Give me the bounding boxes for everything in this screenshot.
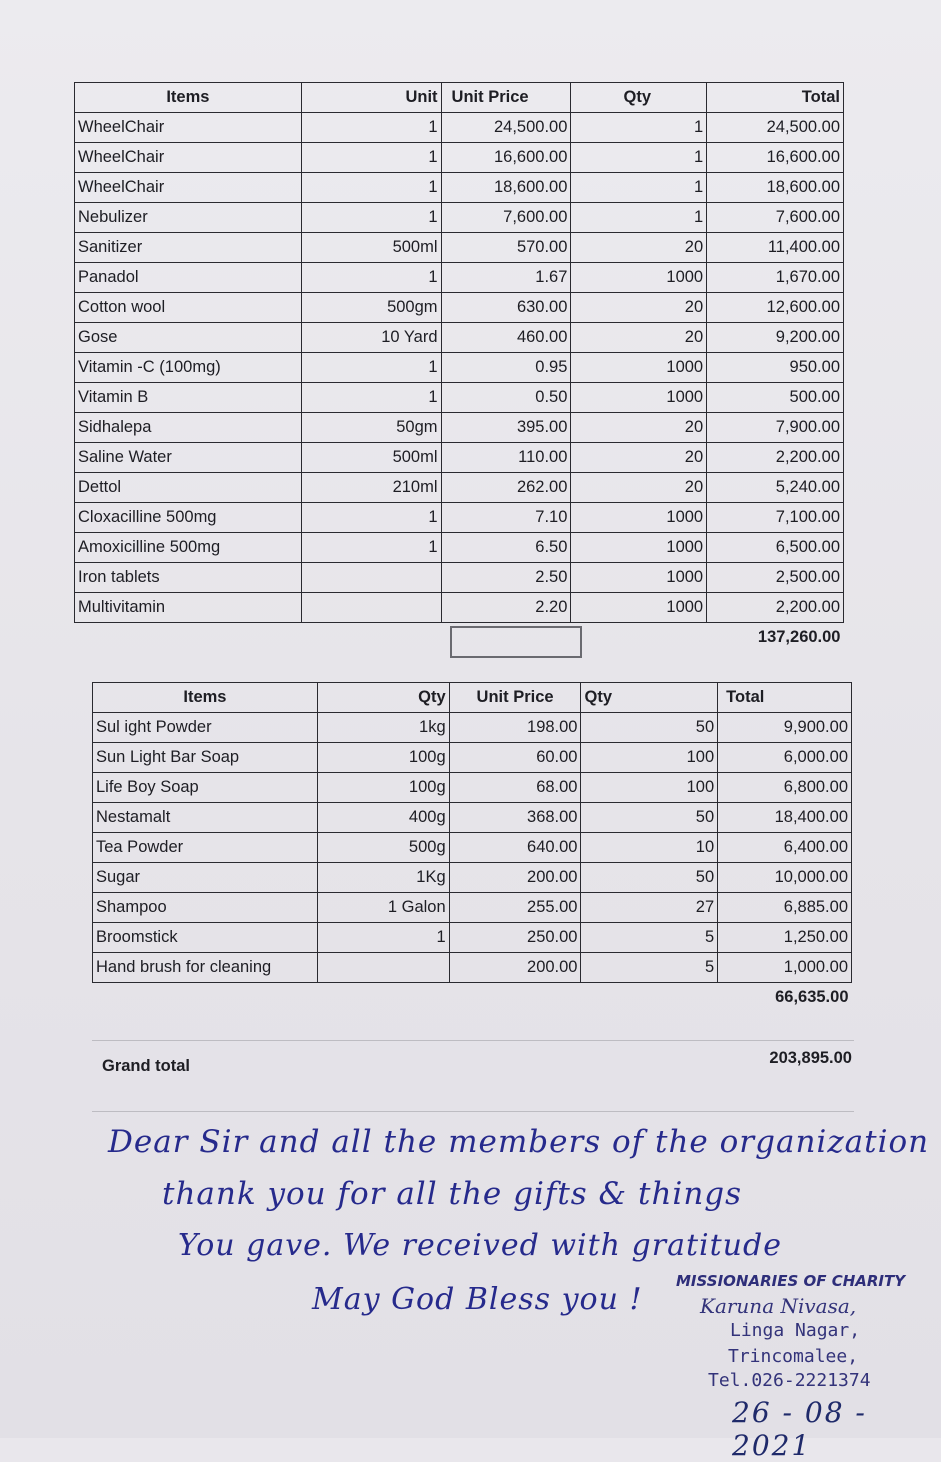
- table-row: [75, 593, 844, 623]
- unit-cell: 1Kg: [317, 863, 449, 893]
- qty-cell: 50: [581, 803, 718, 833]
- item-cell: Sanitizer: [75, 233, 302, 263]
- table-row: [75, 473, 844, 503]
- unit-price-cell: 395.00: [441, 413, 571, 443]
- header-unit-price: Unit Price: [441, 83, 571, 113]
- header-total: Total: [707, 83, 844, 113]
- note-line-2: thank you for all the gifts & things: [162, 1176, 743, 1212]
- unit-cell: 50gm: [301, 413, 441, 443]
- total-cell: 9,200.00: [707, 323, 844, 353]
- item-cell: Sugar: [93, 863, 318, 893]
- item-cell: Sidhalepa: [75, 413, 302, 443]
- total-cell: 6,885.00: [718, 893, 852, 923]
- unit-cell: 1: [301, 143, 441, 173]
- item-cell: Shampoo: [93, 893, 318, 923]
- empty-cell: [571, 623, 707, 653]
- total-cell: 9,900.00: [718, 713, 852, 743]
- item-cell: Sun Light Bar Soap: [93, 743, 318, 773]
- total-cell: 7,600.00: [707, 203, 844, 233]
- total-cell: 18,600.00: [707, 173, 844, 203]
- unit-price-cell: 262.00: [441, 473, 571, 503]
- item-cell: Gose: [75, 323, 302, 353]
- note-line-4: May God Bless you !: [312, 1282, 643, 1317]
- total-cell: 500.00: [707, 383, 844, 413]
- stamp-name: MISSIONARIES OF CHARITY: [676, 1272, 906, 1290]
- grand-total-value: 203,895.00: [769, 1049, 852, 1067]
- unit-price-cell: 368.00: [449, 803, 581, 833]
- unit-cell: 100g: [317, 743, 449, 773]
- table-row: [75, 503, 844, 533]
- unit-cell: 1 Galon: [317, 893, 449, 923]
- table-row: [93, 923, 852, 953]
- qty-cell: 100: [581, 773, 718, 803]
- unit-cell: 500ml: [301, 233, 441, 263]
- qty-cell: 1000: [571, 353, 707, 383]
- empty-cell: [581, 983, 718, 1013]
- item-cell: WheelChair: [75, 143, 302, 173]
- total-cell: 10,000.00: [718, 863, 852, 893]
- table-header-row: [75, 83, 844, 113]
- total-cell: 5,240.00: [707, 473, 844, 503]
- unit-price-cell: 0.95: [441, 353, 571, 383]
- subtotal-value: 66,635.00: [775, 988, 849, 1006]
- unit-cell: 1: [301, 353, 441, 383]
- unit-price-cell: 200.00: [449, 863, 581, 893]
- unit-price-cell: 630.00: [441, 293, 571, 323]
- item-cell: Cloxacilline 500mg: [75, 503, 302, 533]
- qty-cell: 1000: [571, 503, 707, 533]
- unit-cell: [317, 953, 449, 983]
- total-cell: 6,800.00: [718, 773, 852, 803]
- table-row: [75, 233, 844, 263]
- total-cell: 18,400.00: [718, 803, 852, 833]
- item-cell: Broomstick: [93, 923, 318, 953]
- grand-total-label: Grand total: [102, 1057, 191, 1075]
- unit-price-cell: 0.50: [441, 383, 571, 413]
- unit-price-cell: 570.00: [441, 233, 571, 263]
- table-row: [75, 203, 844, 233]
- note-line-3: You gave. We received with gratitude: [178, 1228, 782, 1263]
- unit-cell: [301, 563, 441, 593]
- item-cell: Amoxicilline 500mg: [75, 533, 302, 563]
- medical-items-table: [74, 82, 844, 652]
- item-cell: Tea Powder: [93, 833, 318, 863]
- item-cell: Dettol: [75, 473, 302, 503]
- stamp-line-2: Linga Nagar,: [730, 1320, 861, 1341]
- table-row: [93, 893, 852, 923]
- unit-cell: 500gm: [301, 293, 441, 323]
- total-cell: 2,200.00: [707, 443, 844, 473]
- unit-price-cell: 110.00: [441, 443, 571, 473]
- unit-cell: 1kg: [317, 713, 449, 743]
- unit-cell: 100g: [317, 773, 449, 803]
- table-row: [75, 413, 844, 443]
- total-cell: 950.00: [707, 353, 844, 383]
- table-row: [93, 743, 852, 773]
- item-cell: Panadol: [75, 263, 302, 293]
- qty-cell: 20: [571, 323, 707, 353]
- header-qty: Qty: [317, 683, 449, 713]
- qty-cell: 1: [571, 203, 707, 233]
- qty-cell: 10: [581, 833, 718, 863]
- note-line-1: Dear Sir and all the members of the organization: [108, 1124, 930, 1160]
- total-cell: 11,400.00: [707, 233, 844, 263]
- qty-cell: 20: [571, 473, 707, 503]
- unit-price-cell: 1.67: [441, 263, 571, 293]
- table-row: [93, 773, 852, 803]
- header-unit-price: Unit Price: [449, 683, 581, 713]
- qty-cell: 1000: [571, 263, 707, 293]
- qty-cell: 1: [571, 143, 707, 173]
- total-cell: 6,000.00: [718, 743, 852, 773]
- unit-price-cell: 7.10: [441, 503, 571, 533]
- unit-price-cell: 255.00: [449, 893, 581, 923]
- handwritten-date: 26 - 08 - 2021: [732, 1396, 867, 1462]
- unit-price-cell: 16,600.00: [441, 143, 571, 173]
- unit-price-cell: 68.00: [449, 773, 581, 803]
- qty-cell: 27: [581, 893, 718, 923]
- unit-cell: 1: [301, 383, 441, 413]
- grand-total-row: [92, 1040, 854, 1112]
- qty-cell: 20: [571, 293, 707, 323]
- table-row: [75, 143, 844, 173]
- unit-price-cell: 640.00: [449, 833, 581, 863]
- unit-cell: 500g: [317, 833, 449, 863]
- unit-price-cell: 60.00: [449, 743, 581, 773]
- total-cell: 1,000.00: [718, 953, 852, 983]
- unit-cell: 10 Yard: [301, 323, 441, 353]
- table-row: [93, 803, 852, 833]
- subtotal-row: [93, 983, 852, 1013]
- empty-cell: [75, 623, 302, 653]
- table-row: [75, 353, 844, 383]
- stamp-line-3: Trincomalee,: [728, 1346, 859, 1367]
- total-cell: 6,400.00: [718, 833, 852, 863]
- unit-cell: 1: [301, 503, 441, 533]
- table-row: [75, 263, 844, 293]
- qty-cell: 5: [581, 953, 718, 983]
- table-row: [75, 173, 844, 203]
- item-cell: Hand brush for cleaning: [93, 953, 318, 983]
- header-unit: Unit: [301, 83, 441, 113]
- total-cell: 16,600.00: [707, 143, 844, 173]
- unit-price-cell: 2.20: [441, 593, 571, 623]
- item-cell: Vitamin -C (100mg): [75, 353, 302, 383]
- table-row: [75, 443, 844, 473]
- unit-price-cell: 460.00: [441, 323, 571, 353]
- unit-cell: [301, 593, 441, 623]
- qty-cell: 50: [581, 713, 718, 743]
- qty-cell: 1000: [571, 533, 707, 563]
- qty-cell: 1: [571, 173, 707, 203]
- qty-cell: 20: [571, 233, 707, 263]
- unit-cell: 1: [317, 923, 449, 953]
- unit-cell: 1: [301, 173, 441, 203]
- unit-cell: 500ml: [301, 443, 441, 473]
- item-cell: Cotton wool: [75, 293, 302, 323]
- empty-cell: [93, 983, 318, 1013]
- total-cell: 1,250.00: [718, 923, 852, 953]
- unit-price-cell: 250.00: [449, 923, 581, 953]
- qty-cell: 100: [581, 743, 718, 773]
- stamp-line-4: Tel.026-2221374: [708, 1370, 871, 1391]
- item-cell: Nestamalt: [93, 803, 318, 833]
- stamp-line-1: Karuna Nivasa,: [700, 1294, 857, 1318]
- item-cell: Sul ight Powder: [93, 713, 318, 743]
- total-cell: 7,900.00: [707, 413, 844, 443]
- header-items: Items: [75, 83, 302, 113]
- item-cell: Life Boy Soap: [93, 773, 318, 803]
- unit-cell: 1: [301, 263, 441, 293]
- item-cell: WheelChair: [75, 173, 302, 203]
- total-cell: 12,600.00: [707, 293, 844, 323]
- table-row: [93, 953, 852, 983]
- unit-cell: 210ml: [301, 473, 441, 503]
- qty-cell: 20: [571, 443, 707, 473]
- qty-cell: 50: [581, 863, 718, 893]
- unit-cell: 1: [301, 203, 441, 233]
- item-cell: Nebulizer: [75, 203, 302, 233]
- item-cell: WheelChair: [75, 113, 302, 143]
- table-row: [93, 863, 852, 893]
- empty-cell: [317, 983, 449, 1013]
- header-items: Items: [93, 683, 318, 713]
- unit-cell: 400g: [317, 803, 449, 833]
- unit-price-cell: 198.00: [449, 713, 581, 743]
- unit-price-cell: 2.50: [441, 563, 571, 593]
- total-cell: 1,670.00: [707, 263, 844, 293]
- unit-price-cell: 18,600.00: [441, 173, 571, 203]
- unit-price-cell: 24,500.00: [441, 113, 571, 143]
- table-row: [75, 113, 844, 143]
- table-row: [75, 533, 844, 563]
- total-cell: 24,500.00: [707, 113, 844, 143]
- item-cell: Iron tablets: [75, 563, 302, 593]
- table-row: [75, 383, 844, 413]
- item-cell: Multivitamin: [75, 593, 302, 623]
- total-cell: 7,100.00: [707, 503, 844, 533]
- empty-cell: [449, 983, 581, 1013]
- header-qty: Qty: [571, 83, 707, 113]
- total-cell: 2,500.00: [707, 563, 844, 593]
- total-cell: 2,200.00: [707, 593, 844, 623]
- table-row: [75, 323, 844, 353]
- qty-cell: 5: [581, 923, 718, 953]
- table-header-row: [93, 683, 852, 713]
- qty-cell: 20: [571, 413, 707, 443]
- header-qty-2: Qty: [581, 683, 718, 713]
- unit-price-cell: 6.50: [441, 533, 571, 563]
- unit-price-cell: 7,600.00: [441, 203, 571, 233]
- header-total: Total: [718, 683, 852, 713]
- subtotal-value: 137,260.00: [757, 628, 841, 646]
- table-row: [93, 833, 852, 863]
- selected-cell[interactable]: [450, 626, 582, 658]
- empty-cell: [301, 623, 441, 653]
- item-cell: Saline Water: [75, 443, 302, 473]
- unit-cell: 1: [301, 113, 441, 143]
- table-row: [75, 293, 844, 323]
- qty-cell: 1: [571, 113, 707, 143]
- qty-cell: 1000: [571, 593, 707, 623]
- unit-price-cell: 200.00: [449, 953, 581, 983]
- household-items-table: [92, 682, 852, 1012]
- unit-cell: 1: [301, 533, 441, 563]
- qty-cell: 1000: [571, 563, 707, 593]
- table-row: [93, 713, 852, 743]
- item-cell: Vitamin B: [75, 383, 302, 413]
- table-row: [75, 563, 844, 593]
- total-cell: 6,500.00: [707, 533, 844, 563]
- qty-cell: 1000: [571, 383, 707, 413]
